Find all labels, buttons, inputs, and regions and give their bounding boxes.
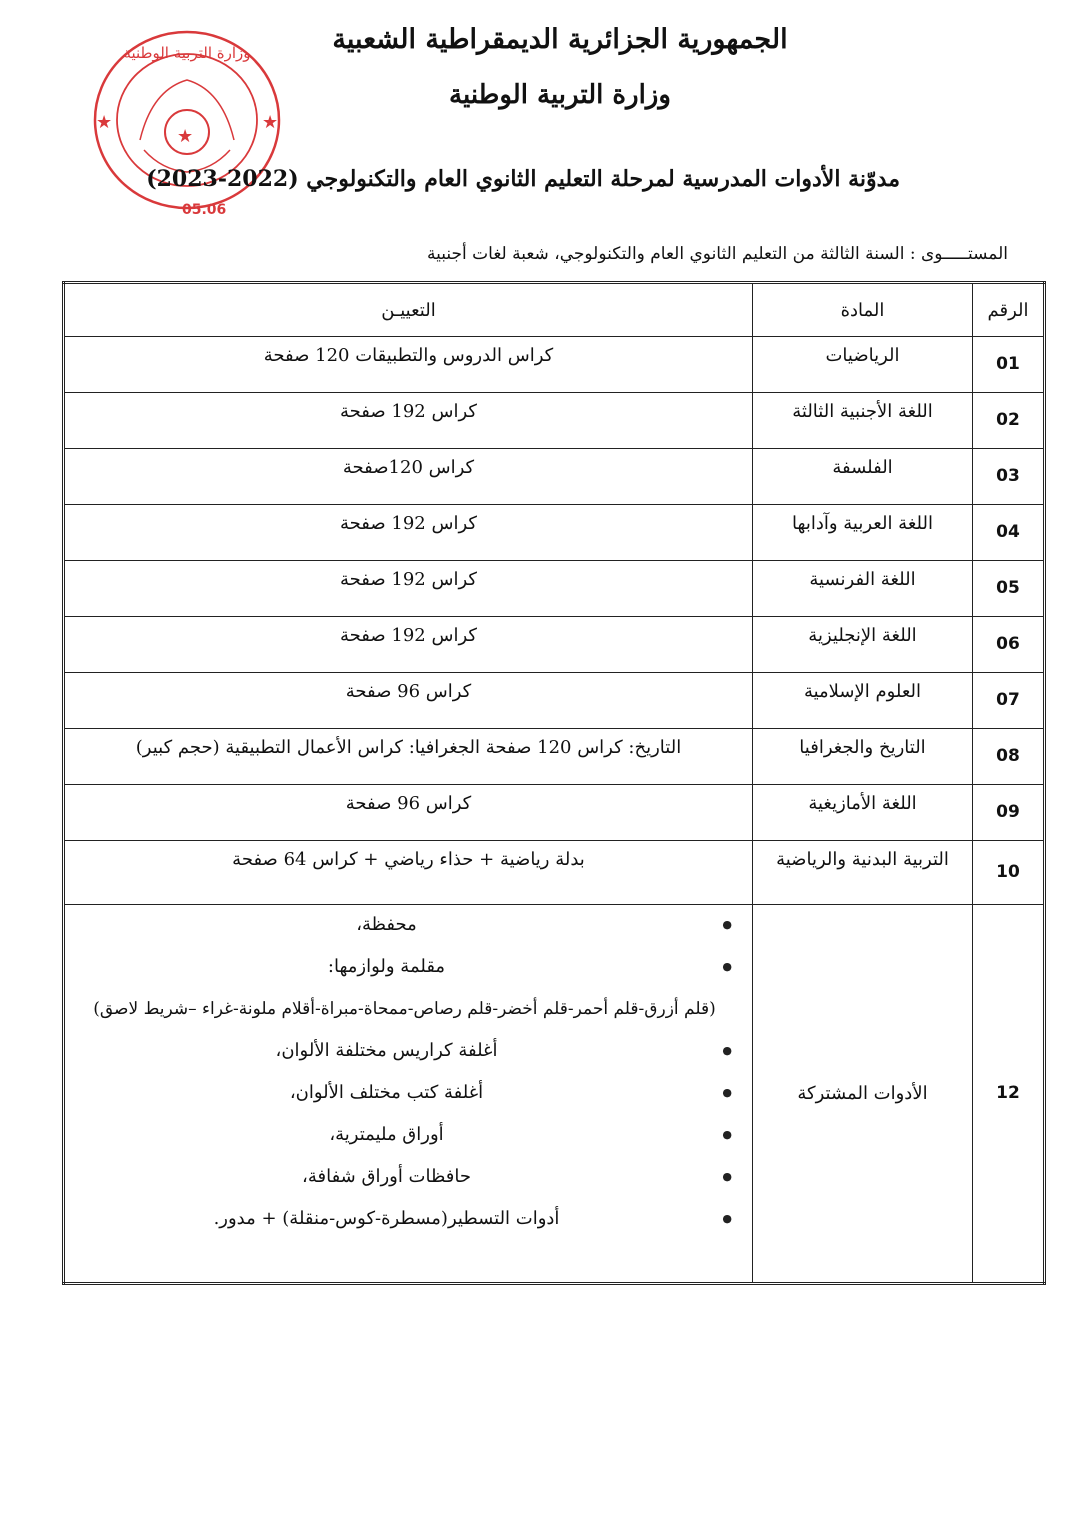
table-row: [64, 561, 1045, 617]
row-num: 05: [973, 561, 1045, 617]
row-designation: كراس 192 صفحة: [64, 393, 753, 449]
table-row: [64, 393, 1045, 449]
row-designation: بدلة رياضية + حذاء رياضي + كراس 64 صفحة: [64, 841, 753, 905]
header-subject: المادة: [753, 283, 973, 337]
row-designation: كراس الدروس والتطبيقات 120 صفحة: [64, 337, 753, 393]
row-subject: التاريخ والجغرافيا: [753, 729, 973, 785]
list-item: ● مقلمة ولوازمها:: [71, 955, 738, 979]
row-subject: الفلسفة: [753, 449, 973, 505]
row-designation: كراس 120صفحة: [64, 449, 753, 505]
row-subject: التربية البدنية والرياضية: [753, 841, 973, 905]
table-row: [64, 729, 1045, 785]
row-num: 08: [973, 729, 1045, 785]
row-num: 12: [973, 905, 1045, 1284]
row-designation: كراس 96 صفحة: [64, 673, 753, 729]
row-subject: اللغة العربية وآدابها: [753, 505, 973, 561]
row-designation: كراس 192 صفحة: [64, 617, 753, 673]
list-item: ● أغلفة كراريس مختلفة الألوان،: [71, 1039, 738, 1063]
republic-heading: الجمهورية الجزائرية الديمقراطية الشعبية: [332, 24, 788, 55]
row-num: 07: [973, 673, 1045, 729]
list-item-detail: (قلم أزرق-قلم أحمر-قلم أخضر-قلم رصاص-ممحاة-مبراة-أقلام ملونة-غراء –شريط لاصق): [93, 999, 716, 1019]
list-item: ● أغلفة كتب مختلف الألوان،: [71, 1081, 738, 1105]
list-item: ● حافظات أوراق شفافة،: [71, 1165, 738, 1189]
level-line: المستـــــوى : السنة الثالثة من التعليم الثانوي العام والتكنولوجي، شعبة لغات أجنبية: [427, 244, 1008, 264]
row-designation: كراس 192 صفحة: [64, 561, 753, 617]
list-item: ● محفظة،: [71, 913, 738, 937]
svg-text:★: ★: [177, 126, 194, 147]
row-subject: اللغة الأجنبية الثالثة: [753, 393, 973, 449]
document-title: مدوّنة الأدوات المدرسية لمرحلة التعليم الثانوي العام والتكنولوجي (2022-2023): [146, 166, 900, 192]
table-row: [64, 337, 1045, 393]
row-subject: الرياضيات: [753, 337, 973, 393]
row-designation: كراس 96 صفحة: [64, 785, 753, 841]
row-num: 09: [973, 785, 1045, 841]
common-supplies-list: [64, 905, 753, 1284]
svg-text:★: ★: [262, 112, 279, 133]
table-row-common: [64, 905, 1045, 1284]
supplies-table: [62, 281, 1046, 1285]
row-subject: اللغة الفرنسية: [753, 561, 973, 617]
table-row: [64, 505, 1045, 561]
row-designation: كراس 192 صفحة: [64, 505, 753, 561]
table-row: [64, 841, 1045, 905]
header-num: الرقم: [973, 283, 1045, 337]
svg-text:★: ★: [96, 112, 113, 133]
list-item: ● أدوات التسطير(مسطرة-كوس-منقلة) + مدور.: [71, 1207, 738, 1231]
table-header-row: [64, 283, 1045, 337]
row-subject: العلوم الإسلامية: [753, 673, 973, 729]
row-subject: الأدوات المشتركة: [753, 905, 973, 1284]
row-num: 02: [973, 393, 1045, 449]
table-row: [64, 673, 1045, 729]
row-subject: اللغة الإنجليزية: [753, 617, 973, 673]
row-num: 04: [973, 505, 1045, 561]
row-num: 10: [973, 841, 1045, 905]
table-row: [64, 617, 1045, 673]
row-num: 01: [973, 337, 1045, 393]
stamp-ring-text: وزارة التربية الوطنية: [123, 44, 251, 62]
row-num: 03: [973, 449, 1045, 505]
ministry-heading: وزارة التربية الوطنية: [449, 80, 671, 110]
stamp-date: 05.06: [182, 202, 227, 218]
row-num: 06: [973, 617, 1045, 673]
table-row: [64, 449, 1045, 505]
table-row: [64, 785, 1045, 841]
row-designation: التاريخ: كراس 120 صفحة الجغرافيا: كراس الأعمال التطبيقية (حجم كبير): [64, 729, 753, 785]
row-subject: اللغة الأمازيغية: [753, 785, 973, 841]
header-designation: التعييـن: [64, 283, 753, 337]
list-item: ● أوراق مليمترية،: [71, 1123, 738, 1147]
